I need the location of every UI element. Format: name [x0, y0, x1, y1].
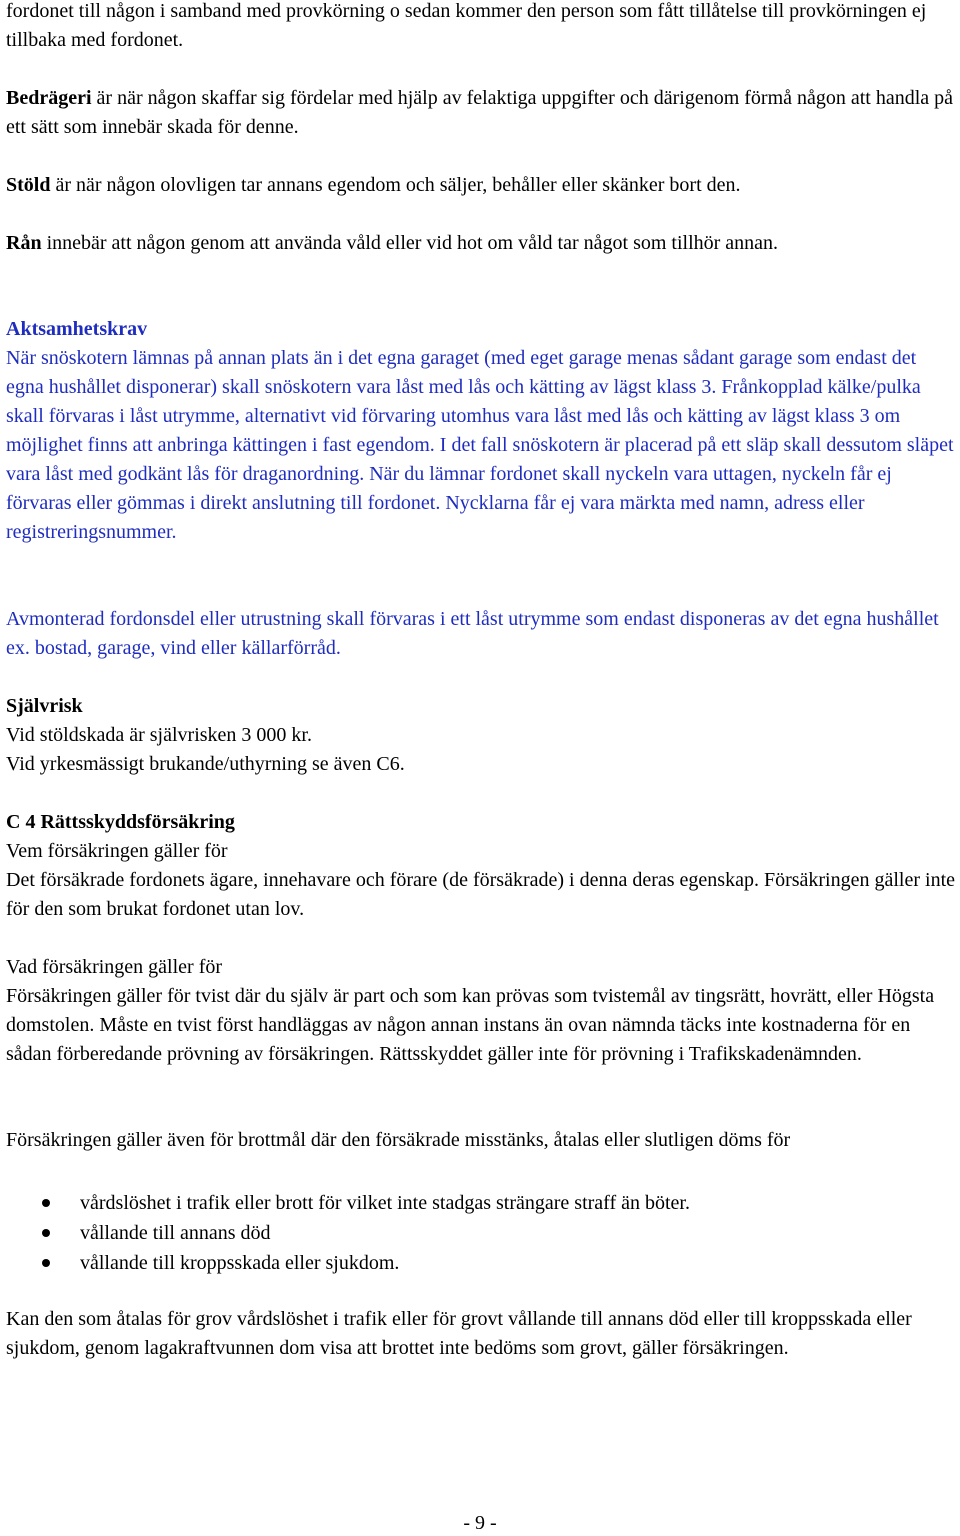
- stold-text: är när någon olovligen tar annans egendom och säljer, behåller eller skänker bort den.: [50, 174, 741, 196]
- sjalvrisk-heading: Självrisk: [6, 695, 83, 717]
- c4-text4: Kan den som åtalas för grov vårdslöshet i trafik eller för grovt vållande till annans död eller till kroppsskada eller sjukdom, genom lagakraftvunnen dom visa att brottet inte bedöms som grovt, gäller försäkringen.: [6, 1308, 912, 1359]
- sjalvrisk-line2: Vid yrkesmässigt brukande/uthyrning se även C6.: [6, 753, 405, 775]
- ran-text: innebär att någon genom att använda våld eller vid hot om våld tar något som tillhör annan.: [41, 232, 779, 254]
- aktsamhet-text2: Avmonterad fordonsdel eller utrustning skall förvaras i ett låst utrymme som endast disponeras av det egna hushållet ex. bostad, garage, vind eller källarförråd.: [6, 608, 939, 659]
- c4-text3: Försäkringen gäller även för brottmål där den försäkrade misstänks, åtalas eller slutligen döms för: [6, 1129, 791, 1151]
- bedrageri-paragraph: [6, 84, 956, 142]
- list-item: vållande till kroppsskada eller sjukdom.: [6, 1248, 690, 1278]
- bullet-icon: [42, 1229, 50, 1237]
- stold-paragraph: [6, 171, 741, 200]
- ran-paragraph: [6, 229, 778, 258]
- list-item: vållande till annans död: [6, 1218, 690, 1248]
- bullet-icon: [42, 1199, 50, 1207]
- page-number: - 9 -: [463, 1512, 497, 1534]
- aktsamhet-heading: Aktsamhetskrav: [6, 318, 148, 340]
- bedrageri-text: är när någon skaffar sig fördelar med hjälp av felaktiga uppgifter och därigenom förmå någon att handla på ett sätt som innebär skada för denne.: [6, 87, 954, 138]
- ran-term: Rån: [6, 232, 42, 254]
- bedrageri-term: Bedrägeri: [6, 87, 92, 109]
- list-item: vårdslöshet i trafik eller brott för vilket inte stadgas strängare straff än böter.: [6, 1188, 690, 1218]
- brottmal-list: [6, 1188, 690, 1278]
- intro-paragraph: fordonet till någon i samband med provkörning o sedan kommer den person som fått tillåtelse till provkörningen ej tillbaka med fordonet.: [6, 0, 927, 51]
- stold-term: Stöld: [6, 174, 51, 196]
- c4-text1: Det försäkrade fordonets ägare, innehavare och förare (de försäkrade) i denna deras egenskap. Försäkringen gäller inte för den som brukat fordonet utan lov.: [6, 869, 956, 920]
- c4-sub1: Vem försäkringen gäller för: [6, 840, 228, 862]
- c4-heading: C 4 Rättsskyddsförsäkring: [6, 811, 235, 833]
- c4-text2: Försäkringen gäller för tvist där du själv är part och som kan prövas som tvistemål av tingsrätt, hovrätt, eller Högsta domstolen. Måste en tvist först handläggas av någon annan instans än ovan nämnda täcks inte kostnaderna för en sådan förberedande prövning av försäkringen. Rättsskyddet gäller inte för prövning i Trafikskadenämnden.: [6, 985, 935, 1065]
- c4-sub2: Vad försäkringen gäller för: [6, 956, 223, 978]
- sjalvrisk-line1: Vid stöldskada är självrisken 3 000 kr.: [6, 724, 312, 746]
- bullet-icon: [42, 1259, 50, 1267]
- aktsamhet-text: När snöskotern lämnas på annan plats än i det egna garaget (med eget garage menas sådant garage som endast det egna hushållet disponerar) skall snöskotern vara låst med lås och kätting av lägst klass 3. Frånkopplad kälke/pulka skall förvaras i låst utrymme, alternativt vid förvaring utomhus vara låst med lås och kätting av lägst klass 3 om möjlighet finns att anbringa kättingen i fast egendom. I det fall snöskotern är placerad på ett släp skall dessutom släpet vara låst med godkänt lås för draganordning. När du lämnar fordonet skall nyckeln vara uttagen, nyckeln får ej förvaras eller gömmas i direkt anslutning till fordonet. Nycklarna får ej vara märkta med namn, adress eller registreringsnummer.: [6, 347, 954, 543]
